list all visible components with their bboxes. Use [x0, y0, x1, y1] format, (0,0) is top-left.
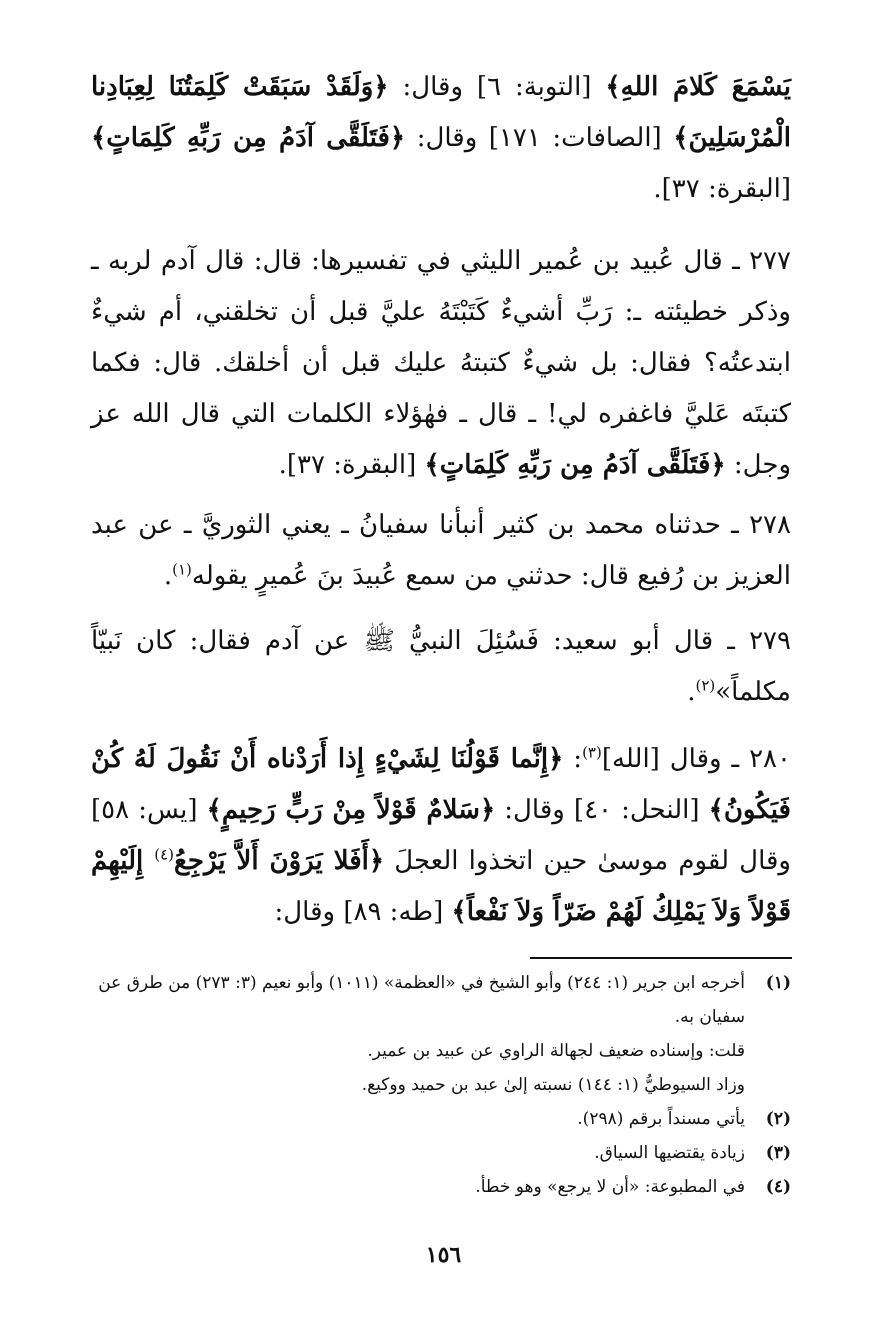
paragraph-continuation	[91, 62, 791, 215]
narration-text: ٢٧٩ ـ قال أبو سعيد: فَسُئِلَ النبيُّ ﷺ عن آدم فقال: كان نَبيّاً مكلماً»	[91, 626, 791, 707]
paragraph-278	[91, 500, 791, 602]
quran-verse: ﴿إِنَّما قَوْلُنَا لِشَيْءٍ إِذا أَرَدْناه أَنْ نَقُولَ لَهُ كُنْ فَيَكُونُ﴾	[91, 744, 791, 825]
quran-verse: ﴿فَتَلَقَّى آدَمُ مِن رَبِّهِ كَلِمَاتٍ﴾	[91, 123, 406, 153]
narration-text: ٢٧٨ ـ حدثناه محمد بن كثير أنبأنا سفيانُ ـ يعني الثوريَّ ـ عن عبد العزيز بن رُفيع قال: حدثني من سمع عُبيدَ بنَ عُميرٍ يقوله	[91, 510, 791, 591]
paragraph-279	[91, 616, 791, 718]
footnote-text: في المطبوعة: «أن لا يرجع» وهو خطأ.	[475, 1177, 745, 1197]
footnotes	[91, 966, 791, 1204]
footnote-number: (٤)	[765, 1177, 791, 1197]
footnote-text: وزاد السيوطيُّ (١: ١٤٤) نسبته إلىٰ عبد بن حميد ووكيع.	[361, 1075, 745, 1095]
punctuation: :	[563, 744, 583, 774]
footnote-4	[91, 1170, 791, 1204]
footnote-text: يأتي مسنداً برقم (٢٩٨).	[577, 1109, 745, 1129]
paragraph-280	[91, 734, 791, 938]
citation-text: [طه: ٨٩] وقال:	[274, 897, 452, 927]
quran-verse: يَسْمَعَ كَلامَ اللهِ﴾	[605, 72, 791, 102]
footnote-text: زيادة يقتضيها السياق.	[594, 1143, 745, 1163]
footnote-number: (٢)	[765, 1109, 791, 1129]
page-number: ١٥٦	[425, 1242, 462, 1268]
footnote-text: أخرجه ابن جرير (١: ٢٤٤) وأبو الشيخ في «العظمة» (١٠١١) وأبو نعيم (٣: ٢٧٣) من طرق عن سفيان به.	[98, 973, 745, 1027]
footnote-2	[91, 1102, 791, 1136]
footnote-separator	[530, 957, 792, 959]
citation-text: [التوبة: ٦] وقال:	[388, 72, 606, 102]
citation-text: [البقرة: ٣٧].	[278, 450, 425, 480]
paragraph-277	[91, 236, 791, 491]
quran-verse: إِلَيْهِمْ قَوْلاً وَلاَ يَمْلِكُ لَهُمْ ضَرّاً وَلاَ نَفْعاً﴾	[91, 846, 791, 927]
quran-verse: ﴿أَفَلا يَرَوْنَ أَلاَّ يَرْجِعُ	[174, 846, 385, 876]
citation-text: [يس: ٥٨] وقال لقوم موسىٰ حين اتخذوا العجلَ	[91, 795, 791, 876]
citation-text: [النحل: ٤٠] وقال:	[495, 795, 709, 825]
narration-text: ٢٨٠ ـ وقال [الله]	[601, 744, 791, 774]
footnote-marker: (١)	[172, 560, 192, 579]
narration-text: ٢٧٧ ـ قال عُبيد بن عُمير الليثي في تفسيرها: قال: قال آدم لربه ـ وذكر خطيئته ـ: رَبِّ أشيءٌ كَتَبْتَهُ عليَّ قبل أن تخلقني، أم شيءٌ ابتدعتُه؟ فقال: بل شيءٌ كتبتهُ عليك قبل أن أخلقك. قال: فكما كتبتَه عَليَّ فاغفره لي! ـ قال ـ فهٰؤلاء الكلمات التي قال الله عز وجل:	[91, 246, 791, 480]
citation-text: [الصافات: ١٧١] وقال:	[405, 123, 674, 153]
punctuation: .	[687, 677, 696, 707]
footnote-marker: (٣)	[582, 743, 602, 762]
quran-verse: ﴿وَلَقَدْ سَبَقَتْ كَلِمَتُنَا لِعِبَادِنا الْمُرْسَلِينَ﴾	[91, 72, 792, 153]
footnote-text: قلت: وإسناده ضعيف لجهالة الراوي عن عبيد بن عمير.	[367, 1041, 745, 1061]
citation-text: [البقرة: ٣٧].	[653, 174, 791, 204]
quran-verse: ﴿سَلامٌ قَوْلاً مِنْ رَبٍّ رَحِيمٍ﴾	[206, 795, 496, 825]
footnote-1	[91, 966, 791, 1034]
punctuation: .	[163, 561, 173, 591]
footnote-number: (٣)	[765, 1143, 791, 1163]
footnote-3	[91, 1136, 791, 1170]
quran-verse: ﴿فَتَلَقَّى آدَمُ مِن رَبِّهِ كَلِمَاتٍ﴾	[424, 450, 726, 480]
footnote-number: (١)	[765, 973, 791, 993]
footnote-marker: (٤)	[154, 845, 175, 864]
footnote-marker: (٢)	[695, 676, 716, 695]
